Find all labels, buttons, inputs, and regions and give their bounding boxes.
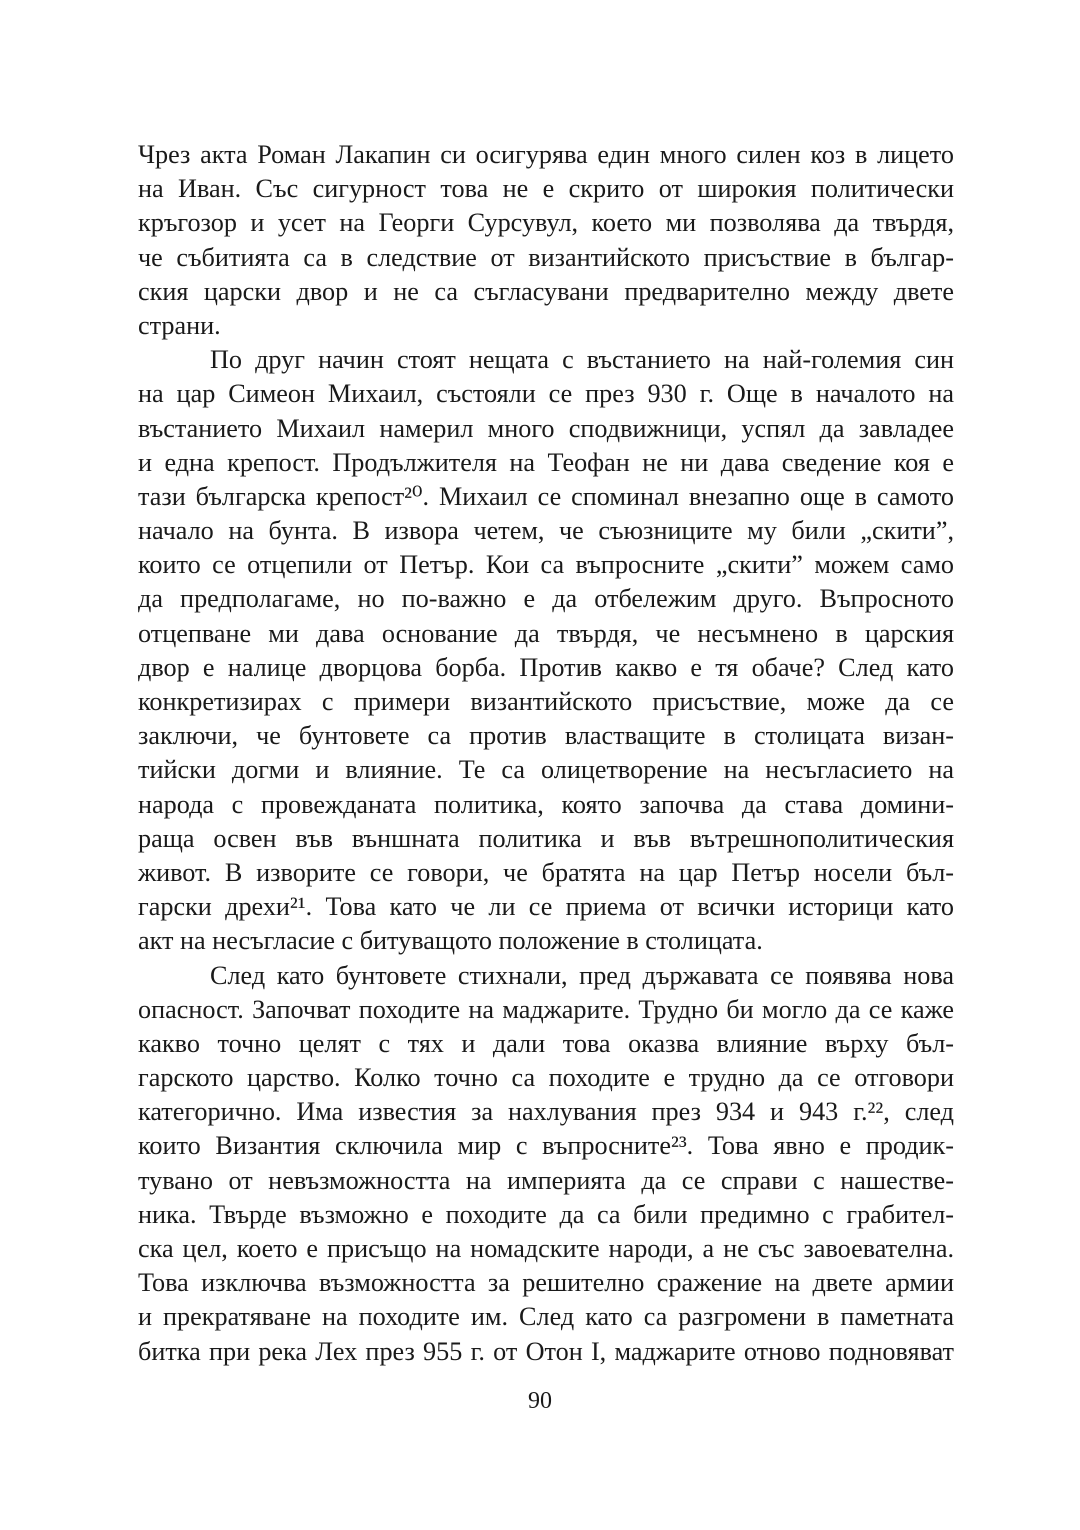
text-line: че събитията са в следствие от византийското присъствие в българ-: [138, 242, 954, 272]
page-number: 90: [528, 1388, 552, 1414]
text-line: битка при река Лех през 955 г. от Отон I, маджарите отново подновяват: [138, 1336, 954, 1366]
page-body: [138, 138, 954, 1468]
text-line: въстанието Михаил намерил много сподвижници, успял да завладее: [138, 413, 954, 443]
text-line: да предполагаме, но по-важно е да отбележим друго. Въпросното: [138, 584, 954, 614]
text-line: ска цел, което е присъщо на номадските народи, а не със завоевателна.: [138, 1234, 954, 1263]
text-line: живот. В изворите се говори, че братята на цар Петър носели бъл-: [138, 857, 954, 887]
text-line: ника. Твърде възможно е походите да са били предимно с грабител-: [138, 1199, 954, 1229]
text-line: ския царски двор и не са съгласувани предварително между двете: [138, 276, 954, 306]
text-line: които Византия сключила мир с въпросните²³. Това явно е продик-: [138, 1131, 954, 1161]
text-line: Това изключва възможността за решително сражение на двете армии: [138, 1268, 954, 1298]
text-line: и една крепост. Продължителя на Теофан не ни дава сведение коя е: [138, 447, 954, 477]
text-line: категорично. Има известия за нахлувания през 934 и 943 г.²², след: [138, 1097, 954, 1127]
text-line: тази българска крепост²⁰. Михаил се споминал внезапно още в самото: [138, 481, 954, 511]
text-line: акт на несъгласие с битуващото положение в столицата.: [138, 926, 763, 956]
text-line: на Иван. Със сигурност това не е скрито от широкия политически: [138, 174, 954, 204]
text-line: гарското царство. Колко точно са походите е трудно да се отговори: [138, 1063, 954, 1093]
text-line: След като бунтовете стихнали, пред държавата се появява нова: [210, 960, 954, 990]
text-line: отцепване ми дава основание да твърдя, че несъмнено в царския: [138, 618, 954, 648]
text-line: По друг начин стоят нещата с въстанието на най-големия син: [210, 345, 954, 375]
text-line: двор е налице дворцова борба. Против какво е тя обаче? След като: [138, 652, 954, 682]
text-line: конкретизирах с примери византийското присъствие, може да се: [138, 687, 954, 716]
text-line: които се отцепили от Петър. Кои са въпросните „скити” можем само: [138, 550, 954, 580]
paragraph: [138, 959, 954, 1369]
text-line: гарски дрехи²¹. Това като че ли се приема от всички историци като: [138, 892, 954, 922]
text-line: раща освен във външната политика и във вътрешнополитическия: [138, 823, 954, 853]
text-line: тувано от невъзможността на империята да се справи с нашестве-: [138, 1165, 954, 1195]
text-line: заключи, че бунтовете са против властващите в столицата визан-: [138, 721, 954, 751]
text-line: народа с провежданата политика, която започва да става домини-: [138, 789, 954, 819]
text-line: страни.: [138, 310, 221, 340]
text-line: какво точно целят с тях и дали това оказва влияние върху бъл-: [138, 1028, 954, 1058]
text-line: Чрез акта Роман Лакапин си осигурява един много силен коз в лицето: [138, 140, 954, 169]
text-line: на цар Симеон Михаил, състояли се през 930 г. Още в началото на: [138, 379, 954, 409]
text-line: опасност. Започват походите на маджарите. Трудно би могло да се каже: [138, 994, 954, 1024]
paragraph: [138, 343, 954, 958]
text-line: начало на бунта. В извора четем, че съюзниците му били „скити”,: [138, 516, 954, 546]
text-line: кръгозор и усет на Георги Сурсувул, което ми позволява да твърдя,: [138, 208, 954, 238]
text-line: тийски догми и влияние. Те са олицетворение на несъгласието на: [138, 755, 954, 785]
paragraph: [138, 138, 954, 343]
text-line: и прекратяване на походите им. След като са разгромени в паметната: [138, 1302, 954, 1332]
